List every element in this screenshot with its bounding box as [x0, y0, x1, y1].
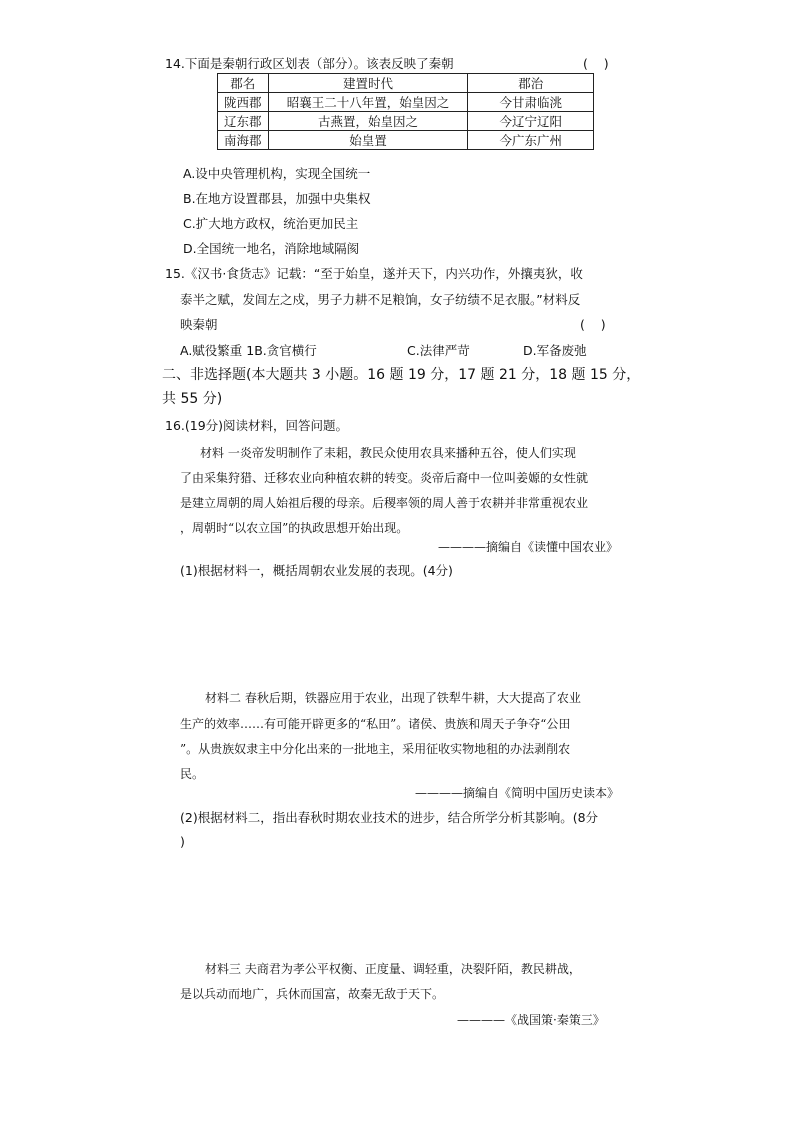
material-1-line: 了由采集狩猎、迁移农业向种植农耕的转变。炎帝后裔中一位叫姜嫄的女性就	[180, 471, 589, 485]
table-row	[218, 112, 594, 131]
table-header-row	[218, 74, 594, 93]
table-row	[218, 131, 594, 150]
table-cell: 昭襄王二十八年置，始皇因之	[268, 93, 468, 112]
material-3-line: 是以兵动而地广，兵休而国富，故秦无敌于天下。	[180, 987, 445, 1001]
section-2-heading: 二、非选择题(本大题共 3 小题。16 题 19 分，17 题 21 分，18 题 15 分，	[162, 367, 641, 383]
material-1-line: ，周朝时“以农立国”的执政思想开始出现。	[180, 521, 409, 535]
table-header: 郡名	[218, 74, 269, 93]
q16-subquestion-2-cont: )	[180, 834, 185, 849]
material-2-line: 生产的效率……有可能开辟更多的“私田”。诸侯、贵族和周天子争夺“公田	[180, 717, 571, 731]
table-header: 郡治	[468, 74, 594, 93]
table-cell: 陇西郡	[218, 93, 269, 112]
material-2-line: ”。从贵族奴隶主中分化出来的一批地主，采用征收实物地租的办法剥削农	[180, 742, 571, 756]
q16-stem: 16.(19分)阅读材料，回答问题。	[165, 418, 349, 433]
q15-options-ab: A.赋役繁重 1B.贪官横行	[180, 343, 317, 358]
q16-subquestion-1: (1)根据材料一，概括周朝农业发展的表现。(4分)	[180, 563, 453, 578]
table-cell: 古燕置，始皇因之	[268, 112, 468, 131]
table-cell: 始皇置	[268, 131, 468, 150]
material-3-source: ————《战国策·秦策三》	[457, 1013, 605, 1027]
table-cell: 南海郡	[218, 131, 269, 150]
table-cell: 今广东广州	[468, 131, 594, 150]
q14-answer-bracket: ( )	[583, 56, 609, 71]
material-2-source: ————摘编自《简明中国历史读本》	[415, 786, 620, 800]
material-2-line: 材料二 春秋后期，铁器应用于农业，出现了铁犁牛耕，大大提高了农业	[205, 691, 581, 705]
q16-subquestion-2: (2)根据材料二，指出春秋时期农业技术的进步，结合所学分析其影响。(8分	[180, 810, 599, 825]
q14-option-c: C.扩大地方政权，统治更加民主	[183, 216, 359, 231]
q15-option-c: C.法律严苛	[407, 343, 470, 358]
table-row	[218, 93, 594, 112]
material-1-line: 是建立周朝的周人始祖后稷的母亲。后稷率领的周人善于农耕并非常重视农业	[180, 496, 589, 510]
material-1-source: ————摘编自《读懂中国农业》	[438, 540, 619, 554]
table-cell: 辽东郡	[218, 112, 269, 131]
qin-admin-table	[217, 73, 594, 150]
table-cell: 今甘肃临洮	[468, 93, 594, 112]
q14-option-a: A.设中央管理机构，实现全国统一	[183, 166, 371, 181]
section-2-heading-cont: 共 55 分)	[162, 391, 223, 407]
table-header: 建置时代	[268, 74, 468, 93]
material-1-line: 材料 一炎帝发明制作了耒耜，教民众使用农具来播种五谷，使人们实现	[200, 446, 576, 460]
q14-option-b: B.在地方设置郡县，加强中央集权	[183, 191, 371, 206]
q15-option-d: D.军备废弛	[523, 343, 587, 358]
q15-answer-bracket: ( )	[580, 317, 606, 332]
q14-stem: 14.下面是秦朝行政区划表（部分）。该表反映了秦朝	[165, 56, 454, 71]
q14-option-d: D.全国统一地名，消除地域隔阂	[183, 241, 360, 256]
material-2-line: 民。	[180, 767, 205, 781]
q15-line-3: 映秦朝	[180, 317, 218, 332]
table-cell: 今辽宁辽阳	[468, 112, 594, 131]
q15-line-1: 15.《汉书·食货志》记载：“至于始皇，遂并天下，内兴功作，外攘夷狄，收	[165, 266, 583, 281]
material-3-line: 材料三 夫商君为孝公平权衡、正度量、调轻重，决裂阡陌，教民耕战，	[205, 962, 581, 976]
q15-line-2: 泰半之赋，发闾左之戍，男子力耕不足粮饷，女子纺绩不足衣服。”材料反	[180, 292, 581, 307]
